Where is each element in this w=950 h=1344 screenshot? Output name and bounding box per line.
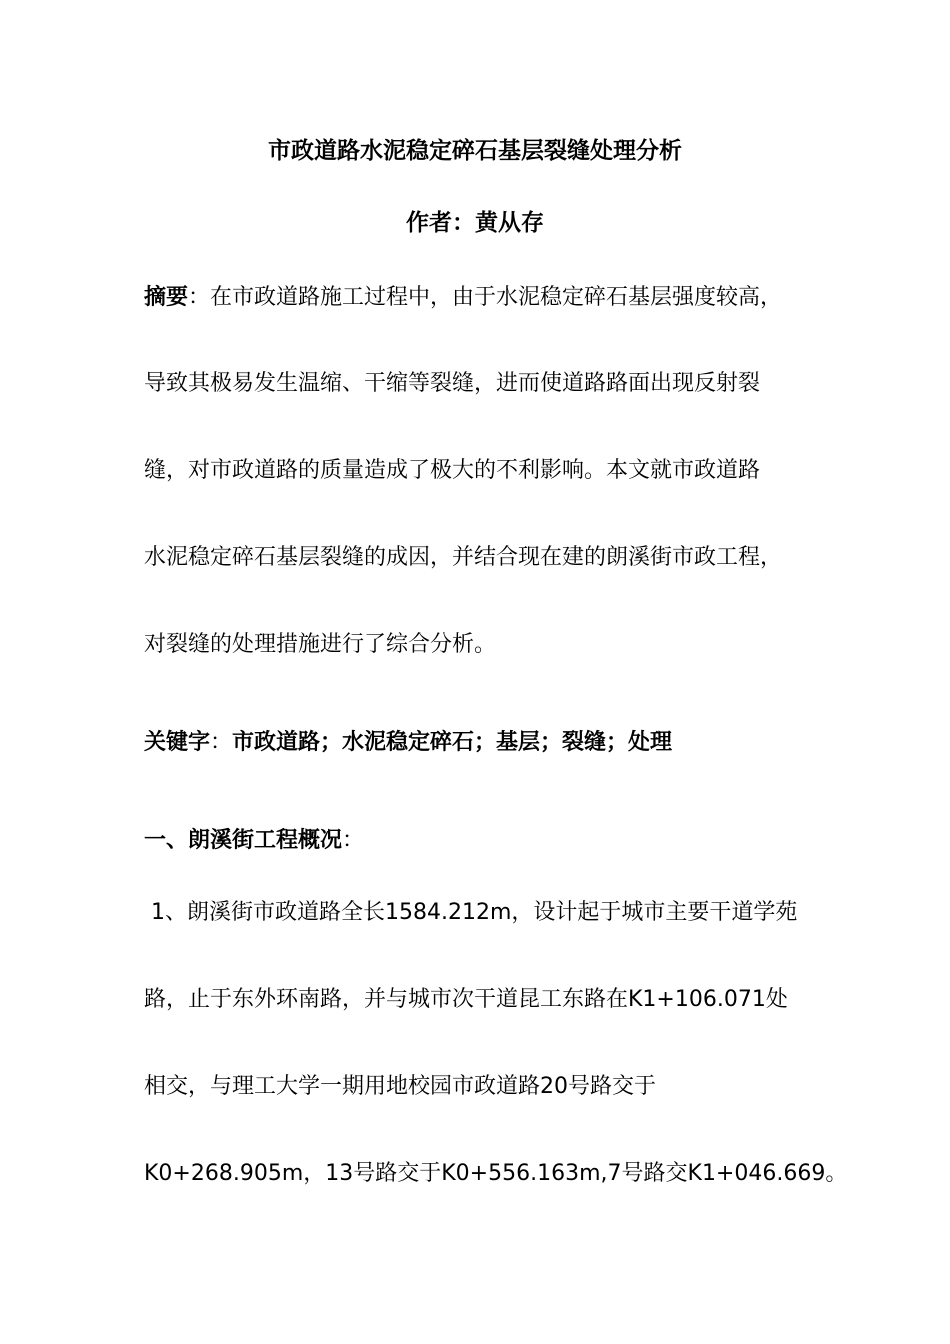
abstract-line-3: 缝，对市政道路的质量造成了极大的不利影响。本文就市政道路 (144, 458, 761, 483)
abstract-text: 在市政道路施工过程中，由于水泥稳定碎石基层强度较高， (210, 285, 783, 310)
document-title: 市政道路水泥稳定碎石基层裂缝处理分析 (268, 138, 682, 164)
section-line-3: 相交，与理工大学一期用地校园市政道路20号路交于 (144, 1074, 656, 1099)
section-line-4: K0+268.905m，13号路交于K0+556.163m,7号路交K1+046.669。 (144, 1161, 848, 1186)
abstract-line-1 (144, 281, 782, 315)
section-heading-text: 一、朗溪街工程概况 (144, 828, 343, 853)
section-heading (144, 824, 364, 858)
abstract-line-4: 水泥稳定碎石基层裂缝的成因，并结合现在建的朗溪街市政工程， (144, 545, 783, 570)
abstract-line-5: 对裂缝的处理措施进行了综合分析。 (144, 632, 497, 657)
keywords-label: 关键字 (144, 730, 211, 755)
section-line-2: 路，止于东外环南路，并与城市次干道昆工东路在K1+106.071处 (144, 987, 788, 1012)
abstract-line-2: 导致其极易发生温缩、干缩等裂缝，进而使道路路面出现反射裂 (144, 371, 761, 396)
abstract-label: 摘要 (144, 285, 189, 310)
keywords-colon: ： (210, 730, 233, 755)
author-line: 作者：黄从存 (406, 210, 544, 236)
keywords-line (144, 726, 672, 760)
section-heading-colon: ： (342, 828, 365, 853)
keywords-value: 市政道路；水泥稳定碎石；基层；裂缝；处理 (232, 730, 673, 755)
section-line-1: 1、朗溪街市政道路全长1584.212m，设计起于城市主要干道学苑 (144, 900, 798, 925)
abstract-colon: ： (188, 285, 211, 310)
